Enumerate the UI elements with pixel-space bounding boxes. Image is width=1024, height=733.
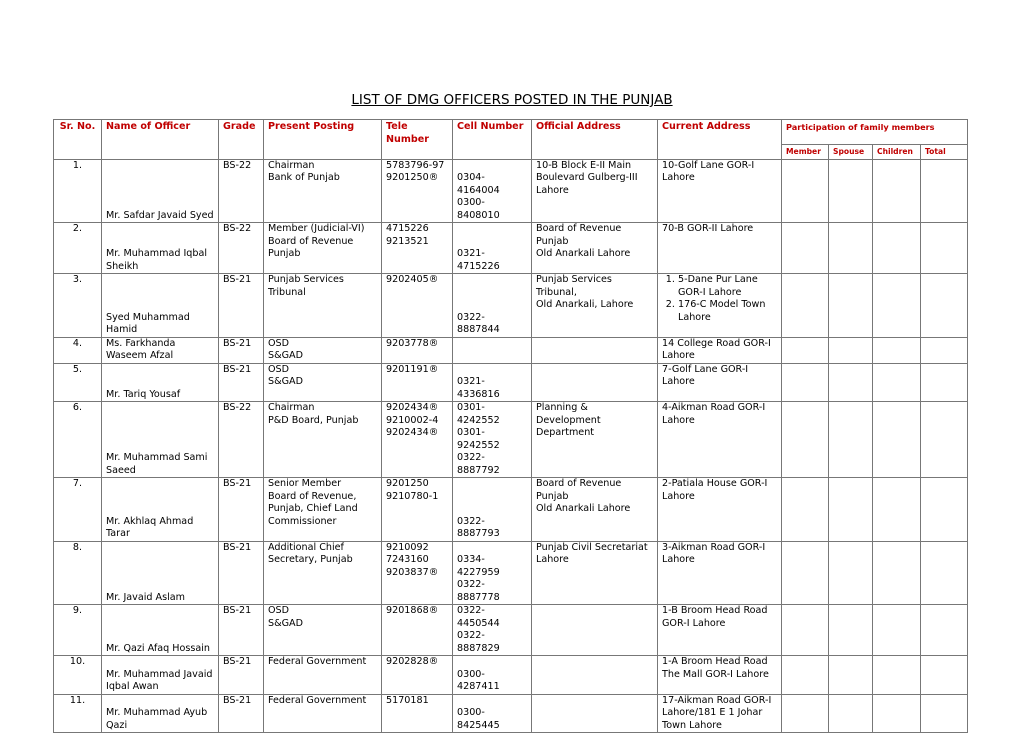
posting-cell-line: Additional Chief — [268, 541, 344, 553]
official-address-cell-line: Lahore — [536, 184, 569, 196]
posting-cell-line: S&GAD — [268, 350, 303, 361]
posting-cell-line: Punjab Services — [268, 274, 344, 285]
current-address-cell — [658, 541, 782, 605]
current-address-cell-line: The Mall GOR-I Lahore — [662, 668, 769, 680]
children-cell — [873, 223, 921, 274]
total-cell — [921, 363, 968, 402]
official-address-cell-line: 10-B Block E-II Main — [536, 159, 632, 171]
posting-cell-line: S&GAD — [268, 617, 303, 629]
tele-cell-line: 9202434® — [386, 402, 439, 413]
posting-cell-line: Member (Judicial-VI) — [268, 223, 365, 234]
current-address-item: 1. 5-Dane Pur Lane GOR-I Lahore — [678, 274, 777, 299]
posting-cell — [264, 605, 382, 656]
tele-cell — [382, 363, 453, 402]
current-address-cell-line: 70-B GOR-II Lahore — [662, 223, 754, 234]
officer-name-cell: Mr. Javaid Aslam — [102, 541, 219, 605]
current-address-cell — [658, 159, 782, 223]
sr-no-cell: 10. — [54, 656, 102, 695]
official-address-cell-line: Old Anarkali Lahore — [536, 248, 631, 259]
cell-number-cell-line — [457, 656, 527, 669]
member-cell — [782, 159, 829, 223]
posting-cell-line: Board of Revenue — [268, 235, 354, 247]
children-cell — [873, 159, 921, 223]
current-address-cell-line: Lahore — [662, 376, 695, 387]
official-address-cell — [532, 694, 658, 733]
member-cell — [782, 223, 829, 274]
cell-number-cell — [453, 223, 532, 274]
sr-no-cell: 6. — [54, 402, 102, 478]
spouse-cell — [829, 337, 873, 363]
cell-number-cell-line — [457, 478, 527, 491]
cell-number-cell — [453, 363, 532, 402]
tele-cell-line: 9201191® — [386, 363, 439, 375]
current-address-cell — [658, 478, 782, 542]
current-address-cell — [658, 337, 782, 363]
posting-cell-line: Secretary, Punjab — [268, 554, 353, 565]
cell-number-cell-line: 0300-8408010 — [457, 197, 500, 221]
spouse-cell — [829, 274, 873, 338]
member-cell — [782, 541, 829, 605]
cell-number-cell-line — [457, 542, 527, 555]
total-cell — [921, 223, 968, 274]
current-address-cell-line: 7-Golf Lane GOR-I — [662, 363, 749, 375]
cell-number-cell-line — [457, 364, 527, 377]
tele-cell-line: 4715226 — [386, 223, 429, 234]
cell-number-cell-line: 0322-4450544 — [457, 605, 500, 629]
total-cell — [921, 159, 968, 223]
table-row — [54, 541, 968, 605]
posting-cell-line: P&D Board, Punjab — [268, 414, 359, 426]
children-cell — [873, 402, 921, 478]
current-address-item: 2. 176-C Model Town Lahore — [678, 299, 777, 324]
total-cell — [921, 656, 968, 695]
posting-cell-line: S&GAD — [268, 376, 303, 387]
sr-no-cell: 1. — [54, 159, 102, 223]
official-address-cell — [532, 223, 658, 274]
posting-cell — [264, 541, 382, 605]
official-address-cell-line: Lahore — [536, 554, 569, 565]
officer-name-cell: Mr. Safdar Javaid Syed — [102, 159, 219, 223]
tele-cell-line: 5783796-97 — [386, 159, 445, 171]
header-grade: Grade — [219, 120, 264, 160]
current-address-cell-line: GOR-I Lahore — [662, 617, 726, 629]
member-cell — [782, 605, 829, 656]
header-tele: Tele Number — [382, 120, 453, 160]
header-official-address: Official Address — [532, 120, 658, 160]
tele-cell-line: 9203837® — [386, 566, 439, 578]
official-address-cell — [532, 541, 658, 605]
member-cell — [782, 337, 829, 363]
cell-number-cell — [453, 274, 532, 338]
table-row — [54, 605, 968, 656]
official-address-cell-line: Punjab Civil Secretariat — [536, 541, 648, 553]
officer-name-cell: Mr. Tariq Yousaf — [102, 363, 219, 402]
children-cell — [873, 363, 921, 402]
posting-cell-line: Commissioner — [268, 515, 337, 527]
current-address-cell-line: Town Lahore — [662, 719, 722, 731]
official-address-cell — [532, 478, 658, 542]
grade-cell: BS-21 — [219, 363, 264, 402]
cell-number-cell-line — [457, 160, 527, 173]
posting-cell-line: Punjab — [268, 248, 301, 259]
current-address-cell-line: Lahore — [662, 350, 695, 361]
tele-cell — [382, 402, 453, 478]
tele-cell — [382, 223, 453, 274]
tele-cell-line: 9201868® — [386, 605, 439, 616]
posting-cell-line: OSD — [268, 363, 290, 375]
posting-cell — [264, 159, 382, 223]
tele-cell-line: 9202434® — [386, 427, 439, 438]
document-title: LIST OF DMG OFFICERS POSTED IN THE PUNJAB — [351, 92, 673, 108]
tele-cell-line: 9202405® — [386, 274, 439, 285]
tele-cell — [382, 478, 453, 542]
spouse-cell — [829, 605, 873, 656]
officers-table — [53, 119, 968, 733]
grade-cell: BS-22 — [219, 159, 264, 223]
current-address-cell — [658, 223, 782, 274]
member-cell — [782, 363, 829, 402]
table-row — [54, 656, 968, 695]
total-cell — [921, 478, 968, 542]
official-address-cell — [532, 274, 658, 338]
posting-cell-line: Board of Revenue, — [268, 490, 357, 502]
current-address-cell — [658, 402, 782, 478]
cell-number-cell-line — [457, 695, 527, 708]
cell-number-cell-line: 0300-8425445 — [457, 707, 500, 731]
cell-number-cell-line: 0322-8887829 — [457, 630, 500, 654]
officer-name-cell: Mr. Akhlaq Ahmad Tarar — [102, 478, 219, 542]
children-cell — [873, 694, 921, 733]
officer-name-cell: Syed Muhammad Hamid — [102, 274, 219, 338]
sr-no-cell: 4. — [54, 337, 102, 363]
total-cell — [921, 541, 968, 605]
officer-name-cell: Mr. Muhammad Javaid Iqbal Awan — [102, 656, 219, 695]
spouse-cell — [829, 478, 873, 542]
current-address-cell-line: 1-A Broom Head Road — [662, 656, 768, 667]
spouse-cell — [829, 159, 873, 223]
official-address-cell-line: Board of Revenue Punjab — [536, 223, 622, 247]
current-address-cell — [658, 605, 782, 656]
officer-name-cell: Mr. Muhammad Iqbal Sheikh — [102, 223, 219, 274]
children-cell — [873, 337, 921, 363]
sr-no-cell: 9. — [54, 605, 102, 656]
cell-number-cell — [453, 159, 532, 223]
tele-cell-line: 9203778® — [386, 337, 439, 349]
tele-cell — [382, 159, 453, 223]
posting-cell — [264, 478, 382, 542]
header-member: Member — [782, 145, 829, 160]
member-cell — [782, 656, 829, 695]
header-current-address: Current Address — [658, 120, 782, 160]
table-row — [54, 694, 968, 733]
grade-cell: BS-21 — [219, 605, 264, 656]
grade-cell: BS-21 — [219, 478, 264, 542]
sr-no-cell: 7. — [54, 478, 102, 542]
cell-number-cell-line — [457, 503, 527, 516]
official-address-cell — [532, 402, 658, 478]
current-address-cell-line: 2-Patiala House GOR-I — [662, 478, 768, 489]
posting-cell — [264, 337, 382, 363]
posting-cell — [264, 694, 382, 733]
current-address-list — [662, 274, 777, 324]
cell-number-cell — [453, 656, 532, 695]
table-row — [54, 274, 968, 338]
tele-cell-line: 9210092 — [386, 541, 429, 553]
table-row — [54, 337, 968, 363]
table-row — [54, 159, 968, 223]
cell-number-cell-line: 0322-8887793 — [457, 515, 500, 539]
table-row — [54, 402, 968, 478]
official-address-cell-line: Old Anarkali, Lahore — [536, 299, 634, 310]
current-address-cell-line: 10-Golf Lane GOR-I — [662, 159, 755, 171]
posting-cell-line: OSD — [268, 337, 290, 349]
sr-no-cell: 5. — [54, 363, 102, 402]
table-row — [54, 478, 968, 542]
posting-cell-line: Federal Government — [268, 656, 367, 667]
current-address-cell-line: 14 College Road GOR-I — [662, 337, 771, 349]
children-cell — [873, 541, 921, 605]
posting-cell — [264, 402, 382, 478]
grade-cell: BS-22 — [219, 402, 264, 478]
total-cell — [921, 274, 968, 338]
cell-number-cell-line — [457, 491, 527, 504]
spouse-cell — [829, 223, 873, 274]
posting-cell-line: Punjab, Chief Land — [268, 503, 358, 514]
sr-no-cell: 11. — [54, 694, 102, 733]
posting-cell — [264, 656, 382, 695]
official-address-cell — [532, 363, 658, 402]
tele-cell — [382, 656, 453, 695]
member-cell — [782, 274, 829, 338]
official-address-cell — [532, 337, 658, 363]
header-cell: Cell Number — [453, 120, 532, 160]
cell-number-cell-line: 0301-4242552 — [457, 402, 500, 426]
tele-cell — [382, 274, 453, 338]
cell-number-cell-line: 0322-8887778 — [457, 579, 500, 603]
sr-no-cell: 8. — [54, 541, 102, 605]
posting-cell-line: Chairman — [268, 159, 315, 171]
member-cell — [782, 478, 829, 542]
header-name: Name of Officer — [102, 120, 219, 160]
official-address-cell-line: Board of Revenue Punjab — [536, 478, 622, 502]
tele-cell — [382, 337, 453, 363]
grade-cell: BS-21 — [219, 337, 264, 363]
spouse-cell — [829, 541, 873, 605]
total-cell — [921, 605, 968, 656]
cell-number-cell-line: 0301-9242552 — [457, 427, 500, 451]
posting-cell — [264, 223, 382, 274]
current-address-cell-line: Lahore — [662, 490, 695, 502]
tele-cell — [382, 541, 453, 605]
current-address-cell-line: Lahore — [662, 172, 695, 183]
cell-number-cell-line: 0334-4227959 — [457, 554, 500, 578]
grade-cell: BS-21 — [219, 541, 264, 605]
tele-cell-line: 9210002-4 — [386, 414, 439, 426]
current-address-cell — [658, 656, 782, 695]
header-family: Participation of family members — [782, 120, 968, 145]
officer-name-cell: Mr. Qazi Afaq Hossain — [102, 605, 219, 656]
header-children: Children — [873, 145, 921, 160]
official-address-cell — [532, 159, 658, 223]
spouse-cell — [829, 363, 873, 402]
cell-number-cell — [453, 694, 532, 733]
officer-name-cell: Mr. Muhammad Ayub Qazi — [102, 694, 219, 733]
tele-cell-line: 7243160 — [386, 554, 429, 565]
cell-number-cell-line: 0300-4287411 — [457, 668, 500, 692]
posting-cell-line: Tribunal — [268, 286, 306, 298]
table-row — [54, 223, 968, 274]
total-cell — [921, 402, 968, 478]
grade-cell: BS-21 — [219, 656, 264, 695]
current-address-cell-line: 1-B Broom Head Road — [662, 605, 768, 616]
grade-cell: BS-21 — [219, 274, 264, 338]
spouse-cell — [829, 656, 873, 695]
cell-number-cell-line: 0321-4336816 — [457, 376, 500, 400]
tele-cell-line: 5170181 — [386, 694, 429, 706]
children-cell — [873, 605, 921, 656]
official-address-cell-line: Planning & Development — [536, 402, 601, 426]
cell-number-cell-line: 0304-4164004 — [457, 172, 500, 196]
current-address-cell-line: 17-Aikman Road GOR-I — [662, 694, 772, 706]
current-address-cell-line: 4-Aikman Road GOR-I — [662, 402, 766, 413]
children-cell — [873, 656, 921, 695]
current-address-cell-line: Lahore — [662, 554, 695, 565]
posting-cell-line: Senior Member — [268, 478, 342, 489]
official-address-cell-line: Old Anarkali Lahore — [536, 503, 631, 514]
header-spouse: Spouse — [829, 145, 873, 160]
spouse-cell — [829, 402, 873, 478]
posting-cell-line: Federal Government — [268, 694, 367, 706]
cell-number-cell — [453, 402, 532, 478]
spouse-cell — [829, 694, 873, 733]
official-address-cell-line: Punjab Services Tribunal, — [536, 274, 612, 298]
current-address-cell — [658, 363, 782, 402]
tele-cell-line: 9210780-1 — [386, 490, 439, 502]
table-row — [54, 363, 968, 402]
current-address-cell-line: 3-Aikman Road GOR-I — [662, 541, 766, 553]
cell-number-cell — [453, 541, 532, 605]
posting-cell — [264, 363, 382, 402]
official-address-cell — [532, 656, 658, 695]
cell-number-cell-line: 0322-8887844 — [457, 311, 500, 335]
total-cell — [921, 337, 968, 363]
posting-cell-line: Bank of Punjab — [268, 172, 340, 183]
tele-cell — [382, 694, 453, 733]
tele-cell-line: 9213521 — [386, 235, 429, 247]
children-cell — [873, 478, 921, 542]
cell-number-cell-line — [457, 236, 527, 249]
posting-cell-line: OSD — [268, 605, 290, 616]
header-posting: Present Posting — [264, 120, 382, 160]
tele-cell — [382, 605, 453, 656]
officer-name-cell: Mr. Muhammad Sami Saeed — [102, 402, 219, 478]
header-total: Total — [921, 145, 968, 160]
cell-number-cell-line: 0321-4715226 — [457, 248, 500, 272]
tele-cell-line: 9201250 — [386, 478, 429, 489]
official-address-cell — [532, 605, 658, 656]
official-address-cell-line: Boulevard Gulberg-III — [536, 172, 638, 183]
cell-number-cell-line — [457, 223, 527, 236]
cell-number-cell — [453, 605, 532, 656]
current-address-cell — [658, 694, 782, 733]
children-cell — [873, 274, 921, 338]
cell-number-cell — [453, 478, 532, 542]
current-address-cell-line: Lahore — [662, 414, 695, 426]
total-cell — [921, 694, 968, 733]
member-cell — [782, 694, 829, 733]
cell-number-cell-line — [457, 274, 527, 287]
header-sr-no: Sr. No. — [54, 120, 102, 160]
tele-cell-line: 9202828® — [386, 656, 439, 667]
current-address-cell-line: Lahore/181 E 1 Johar — [662, 707, 763, 718]
tele-cell-line: 9201250® — [386, 172, 439, 183]
sr-no-cell: 3. — [54, 274, 102, 338]
current-address-cell — [658, 274, 782, 338]
official-address-cell-line: Department — [536, 427, 595, 438]
cell-number-cell-line — [457, 287, 527, 300]
posting-cell — [264, 274, 382, 338]
grade-cell: BS-22 — [219, 223, 264, 274]
cell-number-cell-line: 0322-8887792 — [457, 452, 500, 476]
cell-number-cell — [453, 337, 532, 363]
grade-cell: BS-21 — [219, 694, 264, 733]
officer-name-cell: Ms. Farkhanda Waseem Afzal — [102, 337, 219, 363]
sr-no-cell: 2. — [54, 223, 102, 274]
posting-cell-line: Chairman — [268, 402, 315, 413]
cell-number-cell-line — [457, 299, 527, 312]
member-cell — [782, 402, 829, 478]
